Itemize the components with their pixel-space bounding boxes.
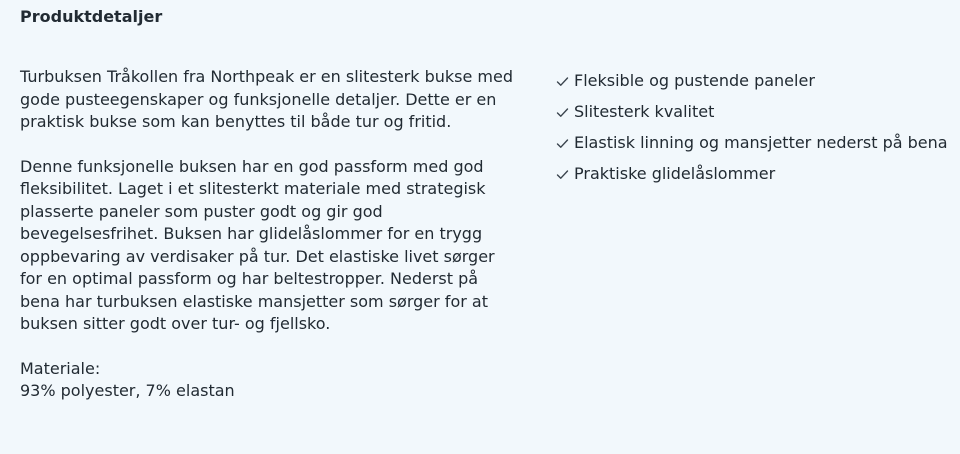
feature-item — [556, 97, 948, 128]
product-description — [20, 66, 520, 403]
check-icon — [556, 169, 569, 180]
section-title: Produktdetaljer — [20, 7, 163, 26]
material-label: Materiale: — [20, 358, 101, 378]
feature-list — [556, 66, 948, 190]
feature-item — [556, 128, 948, 159]
feature-item — [556, 66, 948, 97]
feature-label: Fleksible og pustende paneler — [574, 71, 815, 91]
feature-label: Elastisk linning og mansjetter nederst på bena — [574, 133, 948, 153]
feature-item — [556, 159, 948, 190]
description-paragraph: Denne funksjonelle buksen har en god passform med god fleksibilitet. Laget i et slitesterkt materiale med strategisk plasserte paneler som puster godt og gir god bevegelsesfrihet. Buksen har glidelåslommer for en trygg oppbevaring av verdisaker på tur. Det elastiske livet sørger for en optimal passform og har beltestropper. Nederst på bena har turbuksen elastiske mansjetter som sørger for at buksen sitter godt over tur- og fjellsko. — [20, 156, 495, 333]
check-icon — [556, 76, 569, 87]
check-icon — [556, 107, 569, 118]
check-icon — [556, 138, 569, 149]
description-paragraph: Turbuksen Tråkollen fra Northpeak er en slitesterk bukse med gode pusteegenskaper og funksjonelle detaljer. Dette er en praktisk bukse som kan benyttes til både tur og fritid. — [20, 67, 514, 131]
material-info — [20, 358, 520, 403]
material-value: 93% polyester, 7% elastan — [20, 381, 235, 400]
feature-label: Slitesterk kvalitet — [574, 102, 715, 122]
feature-label: Praktiske glidelåslommer — [574, 164, 776, 184]
